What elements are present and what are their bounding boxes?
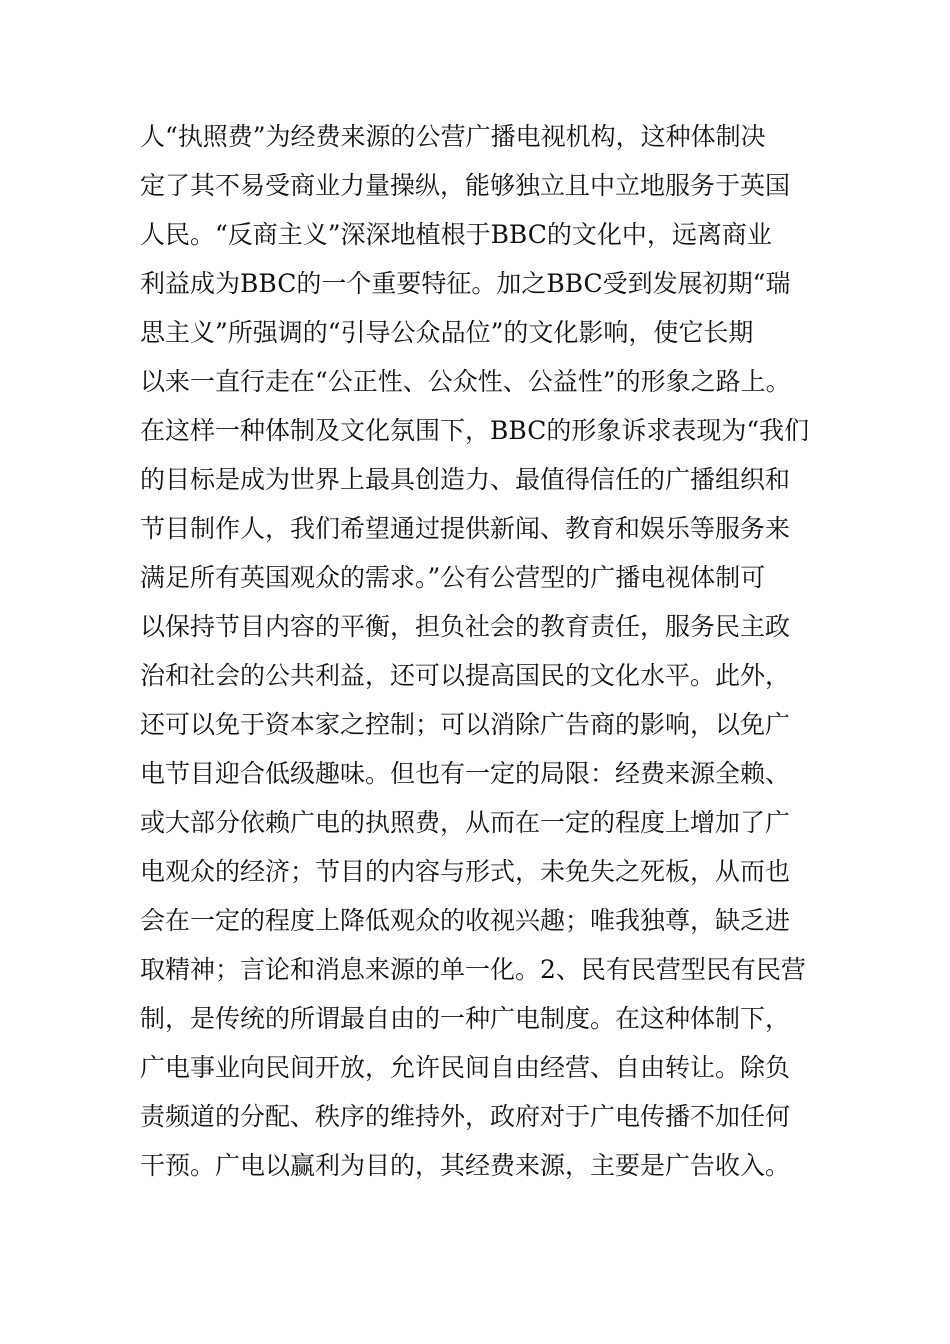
text-line: 广电事业向民间开放，允许民间自由经营、自由转让。除负: [140, 1053, 791, 1082]
text-line: 思主义”所强调的“引导公众品位”的文化影响，使它长期: [140, 318, 754, 347]
text-line: 的目标是成为世界上最具创造力、最值得信任的广播组织和: [140, 465, 791, 494]
text-line: 治和社会的公共利益，还可以提高国民的文化水平。此外，: [140, 661, 791, 690]
text-line: 电节目迎合低级趣味。但也有一定的局限：经费来源全赖、: [140, 759, 791, 788]
text-line: 还可以免于资本家之控制；可以消除广告商的影响，以免广: [140, 710, 791, 739]
text-line: 取精神；言论和消息来源的单一化。2、民有民营型民有民营: [140, 955, 806, 984]
text-line: 电观众的经济；节目的内容与形式，未免失之死板，从而也: [140, 857, 791, 886]
text-line: 责频道的分配、秩序的维持外，政府对于广电传播不加任何: [140, 1102, 791, 1131]
text-line: 利益成为BBC的一个重要特征。加之BBC受到发展初期“瑞: [140, 269, 791, 298]
text-line: 在这样一种体制及文化氛围下，BBC的形象诉求表现为“我们: [140, 416, 810, 445]
text-line: 会在一定的程度上降低观众的收视兴趣；唯我独尊，缺乏进: [140, 906, 791, 935]
text-line: 以保持节目内容的平衡，担负社会的教育责任，服务民主政: [140, 612, 791, 641]
text-line: 以来一直行走在“公正性、公众性、公益性”的形象之路上。: [140, 367, 791, 396]
text-line: 制，是传统的所谓最自由的一种广电制度。在这种体制下，: [140, 1004, 791, 1033]
body-text: [140, 112, 820, 1190]
text-line: 满足所有英国观众的需求。”公有公营型的广播电视体制可: [140, 563, 766, 592]
text-line: 节目制作人，我们希望通过提供新闻、教育和娱乐等服务来: [140, 514, 791, 543]
text-line: 定了其不易受商业力量操纵，能够独立且中立地服务于英国: [140, 171, 791, 200]
text-line: 人“执照费”为经费来源的公营广播电视机构，这种体制决: [140, 122, 766, 151]
text-line: 或大部分依赖广电的执照费，从而在一定的程度上增加了广: [140, 808, 791, 837]
text-line: 人民。“反商主义”深深地植根于BBC的文化中，远离商业: [140, 220, 772, 249]
text-line: 干预。广电以赢利为目的，其经费来源，主要是广告收入。: [140, 1151, 791, 1180]
